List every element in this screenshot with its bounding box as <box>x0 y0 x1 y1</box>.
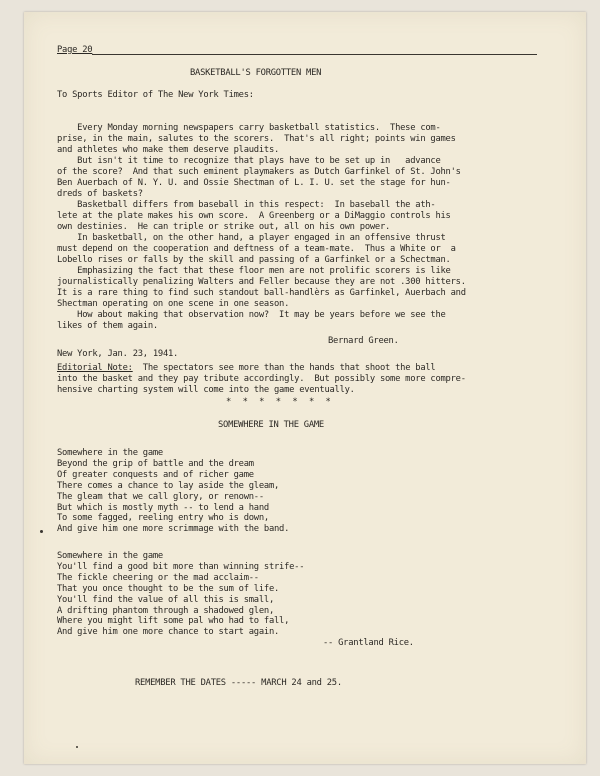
letter-paragraph-5: Emphasizing the fact that these floor men are not prolific scorers is like journalistically penalizing Walters and Feller because they are not .300 hitters. It is a rare thing to find such standout ball-handlèrs as Garfinkel, Auerbach and Shectman operating on one scene in one season. <box>57 266 466 309</box>
poem-stanza-2: Somewhere in the game You'll find a good bit more than winning strife-- The fickle cheering or the mad acclaim-- That you once thought to be the sum of life. You'll find the value of all this is small, A drifting phantom through a shadowed glen, Where you might lift some pal who had to fall, And give him one more chance to start again. <box>57 551 305 638</box>
editorial-note <box>57 363 466 396</box>
poem-stanza-1: Somewhere in the game Beyond the grip of battle and the dream Of greater conquests and of richer game There comes a chance to lay aside the gleam, The gleam that we call glory, or renown-- But which is mostly myth -- to lend a hand To some fagged, reeling entry who is down, And give him one more scrimmage with the band. <box>57 448 290 535</box>
letter-paragraph-3: Basketball differs from baseball in this respect: In baseball the ath- lete at the plate makes his own score. A Greenberg or a DiMaggio controls his own destinies. He can triple or strike out, all on his own power. <box>57 200 451 232</box>
editorial-note-text: The spectators see more than the hands that shoot the ball into the basket and they pay tribute accordingly. But possibly some more compre- hensive charting system will come into the game eventually. <box>57 363 466 395</box>
letter-paragraph-2: But isn't it time to recognize that plays have to be set up in advance of the score? And that such eminent playmakers as Dutch Garfinkel of St. John's Ben Auerbach of N. Y. U. and Ossie Shectman of L. I. U. set the stage for hun- dreds of baskets? <box>57 156 461 199</box>
editorial-note-label: Editorial Note: <box>57 363 133 373</box>
poem-title: SOMEWHERE IN THE GAME <box>218 420 324 430</box>
article-title: BASKETBALL'S FORGOTTEN MEN <box>190 68 322 78</box>
letter-salutation: To Sports Editor of The New York Times: <box>57 90 254 100</box>
letter-paragraph-4: In basketball, on the other hand, a player engaged in an offensive thrust must depend on the cooperation and deftness of a team-mate. Thus a White or a Lobello rises or falls by the skill and passing of a Garfinkel or a Schectman. <box>57 233 456 265</box>
poem-author: -- Grantland Rice. <box>323 638 414 648</box>
page-number: Page 20 <box>57 45 93 55</box>
letter-dateline: New York, Jan. 23, 1941. <box>57 349 179 359</box>
letter-signature: Bernard Green. <box>328 336 399 346</box>
footer-reminder: REMEMBER THE DATES ----- MARCH 24 and 25. <box>135 678 342 688</box>
section-separator: * * * * * * * <box>226 397 334 407</box>
letter-paragraph-6: How about making that observation now? It may be years before we see the likes of them again. <box>57 310 446 331</box>
letter-paragraph-1: Every Monday morning newspapers carry basketball statistics. These com- prise, in the main, salutes to the scorers. That's all right; points win games and athletes who make them deserve plaudits. <box>57 123 456 155</box>
header-rule <box>92 54 537 55</box>
